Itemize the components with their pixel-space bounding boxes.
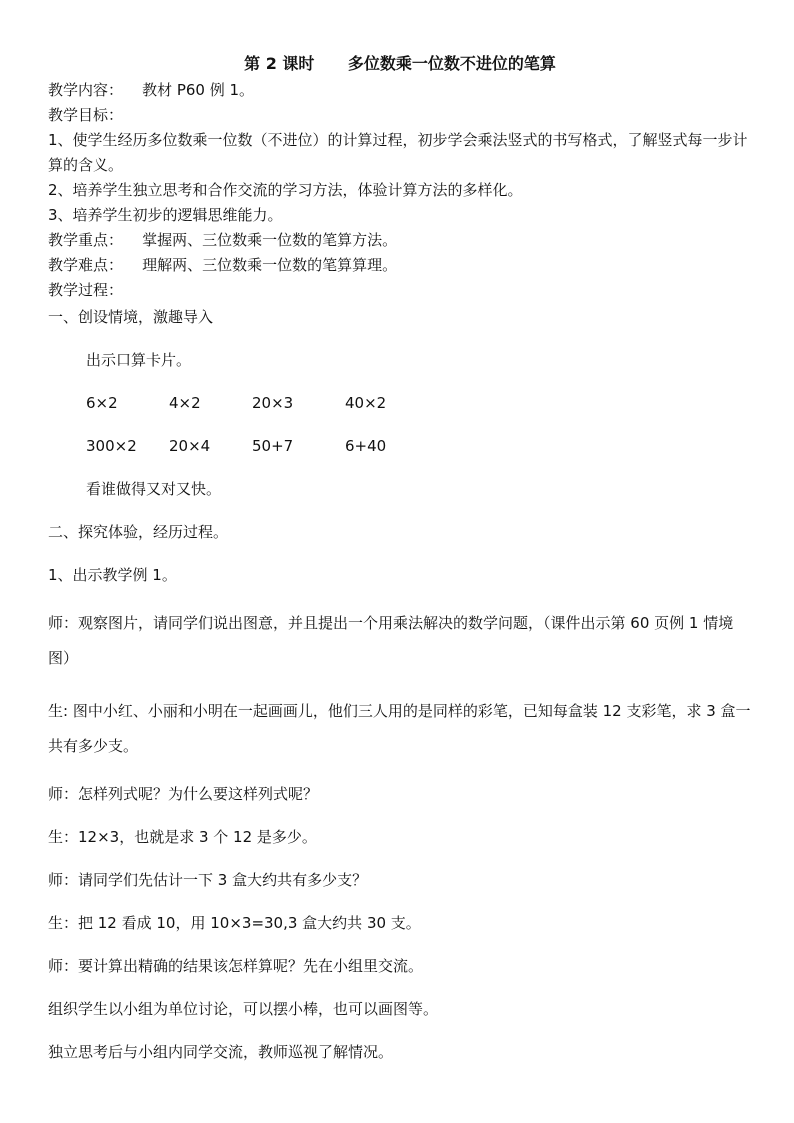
step-1: 1、出示教学例 1。 [48, 566, 177, 584]
student-line-2: 生：12×3，也就是求 3 个 12 是多少。 [48, 828, 317, 846]
goal-3: 3、培养学生初步的逻辑思维能力。 [48, 206, 283, 224]
calc-item: 300×2 [86, 437, 137, 455]
lesson-title: 第 2 课时 多位数乘一位数不进位的笔算 [244, 54, 556, 73]
calc-item: 6×2 [86, 394, 118, 412]
calc-item: 40×2 [345, 394, 387, 412]
teacher-line-3: 师：请同学们先估计一下 3 盒大约共有多少支？ [48, 871, 368, 889]
calc-item: 6+40 [345, 437, 387, 455]
cards-outro: 看谁做得又对又快。 [86, 480, 222, 498]
goal-1: 1、使学生经历多位数乘一位数（不进位）的计算过程，初步学会乘法竖式的书写格式，了解竖式每一步计算的含义。 [48, 131, 748, 174]
goal-2: 2、培养学生独立思考和合作交流的学习方法，体验计算方法的多样化。 [48, 181, 523, 199]
student-line-1: 生: 图中小红、小丽和小明在一起画画儿，他们三人用的是同样的彩笔，已知每盒装 12 支彩笔，求 3 盒一共有多少支。 [48, 702, 751, 755]
cards-intro: 出示口算卡片。 [86, 351, 192, 369]
teacher-line-2: 师：怎样列式呢？为什么要这样列式呢？ [48, 785, 319, 803]
teacher-line-4: 师：要计算出精确的结果该怎样算呢？先在小组里交流。 [48, 957, 424, 975]
calc-row-1 [48, 391, 752, 416]
teaching-goals-label: 教学目标： [48, 106, 124, 124]
calc-item: 4×2 [169, 394, 201, 412]
difficulty: 教学难点： 理解两、三位数乘一位数的笔算算理。 [48, 256, 398, 274]
teaching-content: 教学内容： 教材 P60 例 1。 [48, 81, 255, 99]
process-label: 教学过程： [48, 281, 124, 299]
student-line-3: 生：把 12 看成 10，用 10×3=30,3 盒大约共 30 支。 [48, 914, 421, 932]
teacher-line-1: 师：观察图片，请同学们说出图意，并且提出一个用乘法解决的数学问题，（课件出示第 60 页例 1 情境图） [48, 614, 734, 667]
section-2-title: 二、探究体验，经历过程。 [48, 523, 229, 541]
key-point: 教学重点： 掌握两、三位数乘一位数的笔算方法。 [48, 231, 398, 249]
calc-row-2 [48, 434, 752, 459]
section-1-title: 一、创设情境，激趣导入 [48, 308, 214, 326]
independent-note: 独立思考后与小组内同学交流，教师巡视了解情况。 [48, 1043, 394, 1061]
calc-item: 20×4 [169, 437, 211, 455]
calc-item: 20×3 [252, 394, 294, 412]
organize-note: 组织学生以小组为单位讨论，可以摆小棒，也可以画图等。 [48, 1000, 439, 1018]
calc-item: 50+7 [252, 437, 294, 455]
